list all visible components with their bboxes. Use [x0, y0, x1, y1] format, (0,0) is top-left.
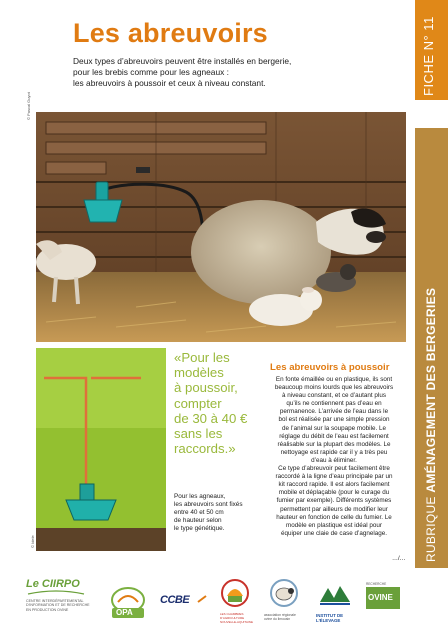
barn-scene-illustration: [36, 112, 406, 342]
ciirpo-line: D’INFORMATION ET DE RECHERCHE: [26, 603, 90, 608]
body-line: réglage du débit de l’eau est facilement: [279, 432, 389, 440]
ovine-text: OVINE: [368, 593, 393, 602]
rubrique-prefix: RUBRIQUE: [424, 496, 438, 562]
ciirpo-logo: [26, 578, 96, 628]
ciirpo-subtitle: [26, 599, 96, 612]
partner-logos-footer: [0, 572, 448, 635]
recherche-label: RECHERCHE: [366, 582, 387, 586]
body-line: kit raccord rapide. Il est alors facilement: [278, 481, 390, 489]
opa-logo: [108, 582, 148, 622]
ciirpo-name: Le CIIRPO: [26, 578, 80, 590]
recherche-ovine-logo: [366, 582, 402, 626]
body-line: qu’ils ne contiennent pas d’eau en: [286, 400, 382, 408]
quote-line: à poussoir,: [174, 380, 238, 396]
chambre-line: LES CHAMBRES: [220, 612, 244, 616]
ccbe-text: CCBE: [160, 594, 190, 606]
rubric-sidebar: [415, 0, 448, 635]
body-line: à niveau constant, et ce d’autant plus: [282, 392, 386, 400]
body-line: bol est réalisée par une simple pression: [278, 416, 390, 424]
body-line: réalisable sur la plupart des modèles. Le: [277, 440, 391, 448]
institut-emblem: [316, 582, 354, 608]
ciirpo-swoosh: [26, 590, 86, 596]
quote-line: raccords.»: [174, 441, 236, 457]
institut-text: [316, 613, 354, 623]
rubrique-label: [424, 288, 438, 562]
photo-caption: [174, 493, 270, 533]
ciirpo-line: EN PRODUCTION OVINE: [26, 607, 69, 612]
chambre-line: D’AGRICULTURE: [220, 615, 245, 620]
section-heading: Les abreuvoirs à poussoir: [270, 362, 390, 373]
quote-line: «Pour les: [174, 350, 230, 365]
photo-credit-sub: © Idele: [30, 535, 35, 548]
continued-mark: …/…: [392, 556, 406, 562]
pull-quote: [174, 350, 270, 456]
quote-line: modèles: [174, 365, 224, 381]
body-line: équiper une claie de case d’agnelage.: [280, 529, 388, 537]
photo-credit-main: © Pascal Guyot: [26, 92, 31, 120]
green-wall-drinker-illustration: [36, 348, 166, 551]
institut-line: L’ÉLEVAGE: [316, 618, 341, 623]
association-ovine-logo: [264, 578, 304, 632]
body-line: de l’animal sur la soupape mobile. Le: [282, 424, 386, 432]
body-line: d’eau à éliminer.: [311, 456, 357, 464]
page-title: Les abreuvoirs: [73, 18, 268, 48]
body-line: Ce type d’abreuvoir peut facilement être: [278, 465, 390, 473]
body-line: En fonte émaillée ou en plastique, ils sont: [275, 376, 393, 383]
ovine-badge: [366, 587, 400, 609]
body-line: hauteur en fonction de celle du fumier. Le: [276, 513, 392, 521]
intro-line: les abreuvoirs à poussoir et ceux à niveau constant.: [73, 78, 266, 89]
intro-line: Deux types d’abreuvoirs peuvent être installés en bergerie,: [73, 56, 292, 66]
caption-line: Pour les agneaux,: [174, 493, 226, 500]
chambre-emblem: [220, 578, 250, 608]
body-line: permanence. L’arrivée de l’eau dans le: [279, 408, 389, 416]
body-line: raccordé à la ligne d’eau principale par un: [275, 473, 393, 481]
association-text: [264, 613, 304, 621]
institut-line: INSTITUT DE: [316, 613, 344, 618]
institut-elevage-logo: [316, 582, 354, 630]
quote-line: compter: [174, 395, 222, 411]
association-emblem: [264, 578, 304, 608]
caption-line: le type génétique.: [174, 525, 225, 532]
rubrique-title: AMÉNAGEMENT DES BERGERIES: [424, 287, 438, 493]
body-line: beaucoup moins lourds que les abreuvoirs: [274, 384, 394, 392]
chambre-line: NOUVELLE-AQUITAINE: [220, 619, 253, 624]
quote-line: de 30 à 40 €: [174, 410, 248, 426]
body-line: modèle en plastique est idéal pour: [286, 521, 382, 529]
association-line: ovine du limousin: [264, 617, 291, 621]
ccbe-logo: [160, 594, 208, 614]
body-line: permettent par ailleurs de modifier leur: [280, 505, 388, 513]
quote-line: sans les: [174, 426, 223, 442]
ccbe-accent: [196, 594, 208, 604]
intro-line: pour les brebis comme pour les agneaux :: [73, 67, 229, 78]
intro-paragraph: [73, 56, 358, 90]
section-body: [270, 376, 398, 538]
body-line: mobile et déplaçable (pour le curage du: [278, 489, 390, 497]
chambre-text: [220, 613, 254, 624]
fiche-number: FICHE N° 11: [421, 16, 436, 96]
caption-line: entre 40 et 50 cm: [174, 509, 224, 516]
ciirpo-line: CENTRE INTERDÉPARTEMENTAL: [26, 599, 84, 603]
opa-text: OPA: [116, 608, 133, 617]
body-line: fumier par exemple). Différents systèmes: [276, 497, 392, 505]
caption-line: de hauteur selon: [174, 517, 222, 524]
caption-line: les abreuvoirs sont fixés: [174, 501, 243, 508]
body-line: nettoyage est rapide car il y a très peu: [280, 448, 388, 456]
main-photo-sheep-drinker: [36, 112, 406, 342]
chambre-agriculture-logo: [220, 578, 254, 632]
secondary-photo-lamb-drinker: [36, 348, 166, 551]
association-line: association régionale: [264, 613, 296, 617]
